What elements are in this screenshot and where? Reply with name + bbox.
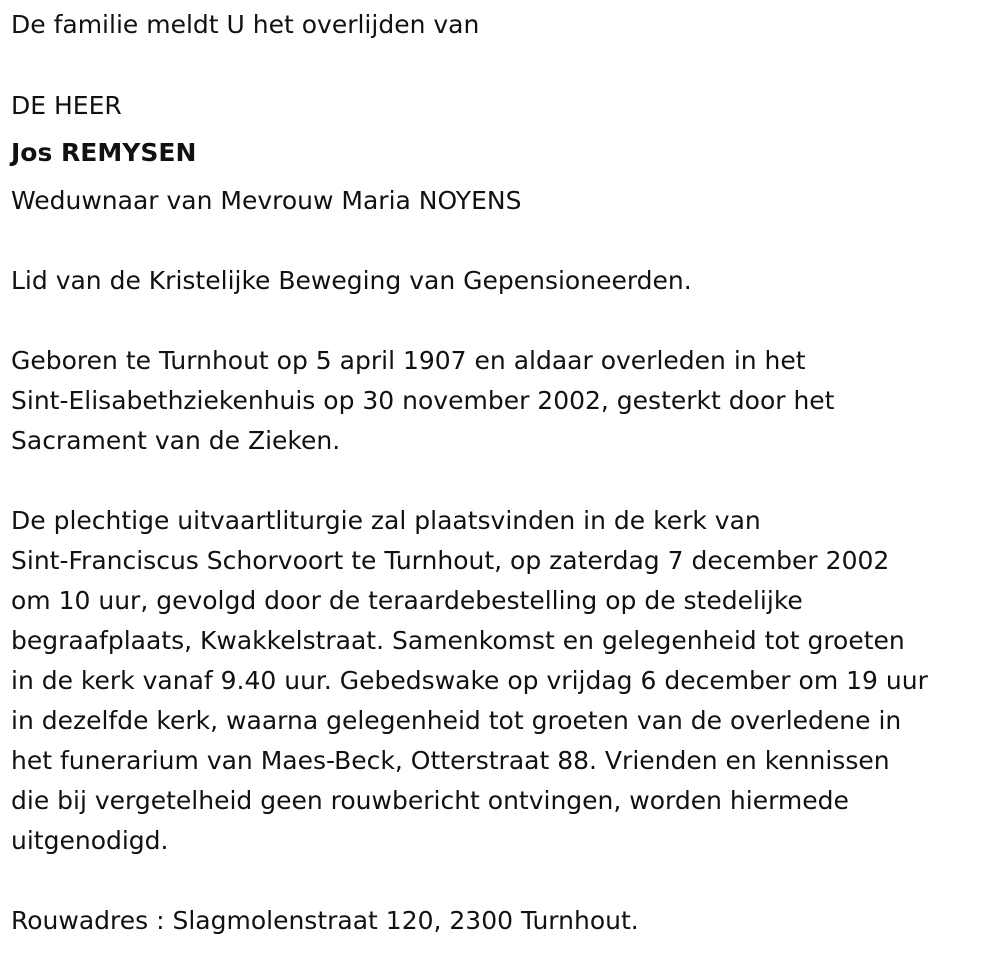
funeral-line: uitgenodigd. xyxy=(11,826,169,855)
intro-text: De familie meldt U het overlijden van xyxy=(11,10,480,39)
funeral-line: om 10 uur, gevolgd door de teraardebestelling op de stedelijke xyxy=(11,586,803,615)
membership-text: Lid van de Kristelijke Beweging van Gepensioneerden. xyxy=(11,266,692,295)
funeral-line: Sint-Franciscus Schorvoort te Turnhout, op zaterdag 7 december 2002 xyxy=(11,546,890,575)
birth-line: Sacrament van de Zieken. xyxy=(11,426,341,455)
funeral-paragraph xyxy=(11,501,928,861)
mourning-address: Rouwadres : Slagmolenstraat 120, 2300 Turnhout. xyxy=(11,906,639,935)
funeral-line: die bij vergetelheid geen rouwbericht ontvingen, worden hiermede xyxy=(11,786,849,815)
funeral-line: De plechtige uitvaartliturgie zal plaatsvinden in de kerk van xyxy=(11,506,761,535)
honorific: DE HEER xyxy=(11,91,122,120)
birth-line: Geboren te Turnhout op 5 april 1907 en aldaar overleden in het xyxy=(11,346,806,375)
deceased-name: Jos REMYSEN xyxy=(11,138,197,167)
birth-line: Sint-Elisabethziekenhuis op 30 november 2002, gesterkt door het xyxy=(11,386,835,415)
funeral-line: in de kerk vanaf 9.40 uur. Gebedswake op vrijdag 6 december om 19 uur xyxy=(11,666,928,695)
spouse-text: Weduwnaar van Mevrouw Maria NOYENS xyxy=(11,186,522,215)
funeral-line: begraafplaats, Kwakkelstraat. Samenkomst en gelegenheid tot groeten xyxy=(11,626,905,655)
funeral-line: in dezelfde kerk, waarna gelegenheid tot groeten van de overledene in xyxy=(11,706,902,735)
funeral-line: het funerarium van Maes-Beck, Otterstraat 88. Vrienden en kennissen xyxy=(11,746,890,775)
birth-paragraph xyxy=(11,341,835,461)
